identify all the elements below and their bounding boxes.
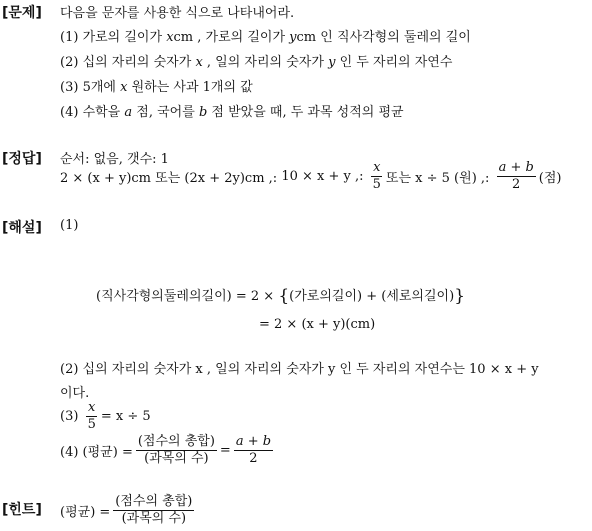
- answer-4-unit: (점): [538, 170, 562, 186]
- explanation-1-label: (1): [60, 218, 79, 233]
- explanation-3-fraction: $\frac{x}{5}$: [87, 399, 96, 432]
- problem-instruction: 다음을 문자를 사용한 식으로 나타내어라.: [60, 6, 295, 21]
- answer-label: [정답]: [2, 151, 42, 167]
- problem-item-4: (4) 수학을 a 점, 국어를 b 점 받았을 때, 두 과목 성적의 평균: [60, 105, 404, 120]
- explanation-3: (3) $\frac{x}{5}$ = x ÷ 5: [60, 399, 151, 432]
- problem-item-2: (2) 십의 자리의 숫자가 x , 일의 자리의 숫자가 y 인 두 자리의 자연수: [60, 55, 453, 70]
- problem-label: [문제]: [2, 5, 42, 21]
- answer-1: 2 × (x + y)cm 또는 (2x + 2y)cm ,:: [60, 170, 278, 186]
- answer-expressions: [60, 160, 562, 192]
- explanation-label: [해설]: [2, 220, 42, 236]
- hint-label: [힌트]: [2, 502, 42, 518]
- explanation-4-fraction-vars: $\frac{a + b}{2}$: [235, 433, 272, 466]
- answer-3-rest: 또는 x ÷ 5 (원) ,:: [385, 170, 490, 186]
- explanation-4-fraction-words: $\frac{\text{(점수의 총합)}}{\text{(과목의 수)}}$: [137, 433, 215, 466]
- answer-3-fraction: $\frac{x}{5}$: [372, 159, 381, 192]
- perimeter-step: = 2 × (x + y)(cm): [259, 317, 376, 332]
- problem-item-1: (1) 가로의 길이가 xcm , 가로의 길이가 ycm 인 직사각형의 둘레의 길이: [60, 30, 471, 45]
- explanation-2-line2: 이다.: [60, 386, 90, 401]
- problem-item-3: (3) 5개에 x 원하는 사과 1개의 값: [60, 80, 253, 95]
- answer-4-fraction: $\frac{a + b}{2}$: [498, 159, 534, 192]
- perimeter-equation: (직사각형의둘레의길이) = 2 × {(가로의길이) + (세로의길이)}: [96, 286, 466, 306]
- hint-formula: (평균) = $\frac{\text{(점수의 총합)}}{\text{(과목의 수)}}$: [60, 493, 193, 526]
- explanation-2-line1: (2) 십의 자리의 숫자가 x , 일의 자리의 숫자가 y 인 두 자리의 자연수는 10 × x + y: [60, 362, 539, 377]
- answer-order-line: 순서: 없음, 갯수: 1: [60, 152, 169, 167]
- explanation-4: (4) (평균) = $\frac{\text{(점수의 총합)}}{\text{(과목의 수)}}$ = $\frac{a + b}{2}$: [60, 433, 272, 466]
- answer-2: 10 × x + y ,:: [281, 168, 364, 184]
- hint-fraction: $\frac{\text{(점수의 총합)}}{\text{(과목의 수)}}$: [115, 493, 193, 526]
